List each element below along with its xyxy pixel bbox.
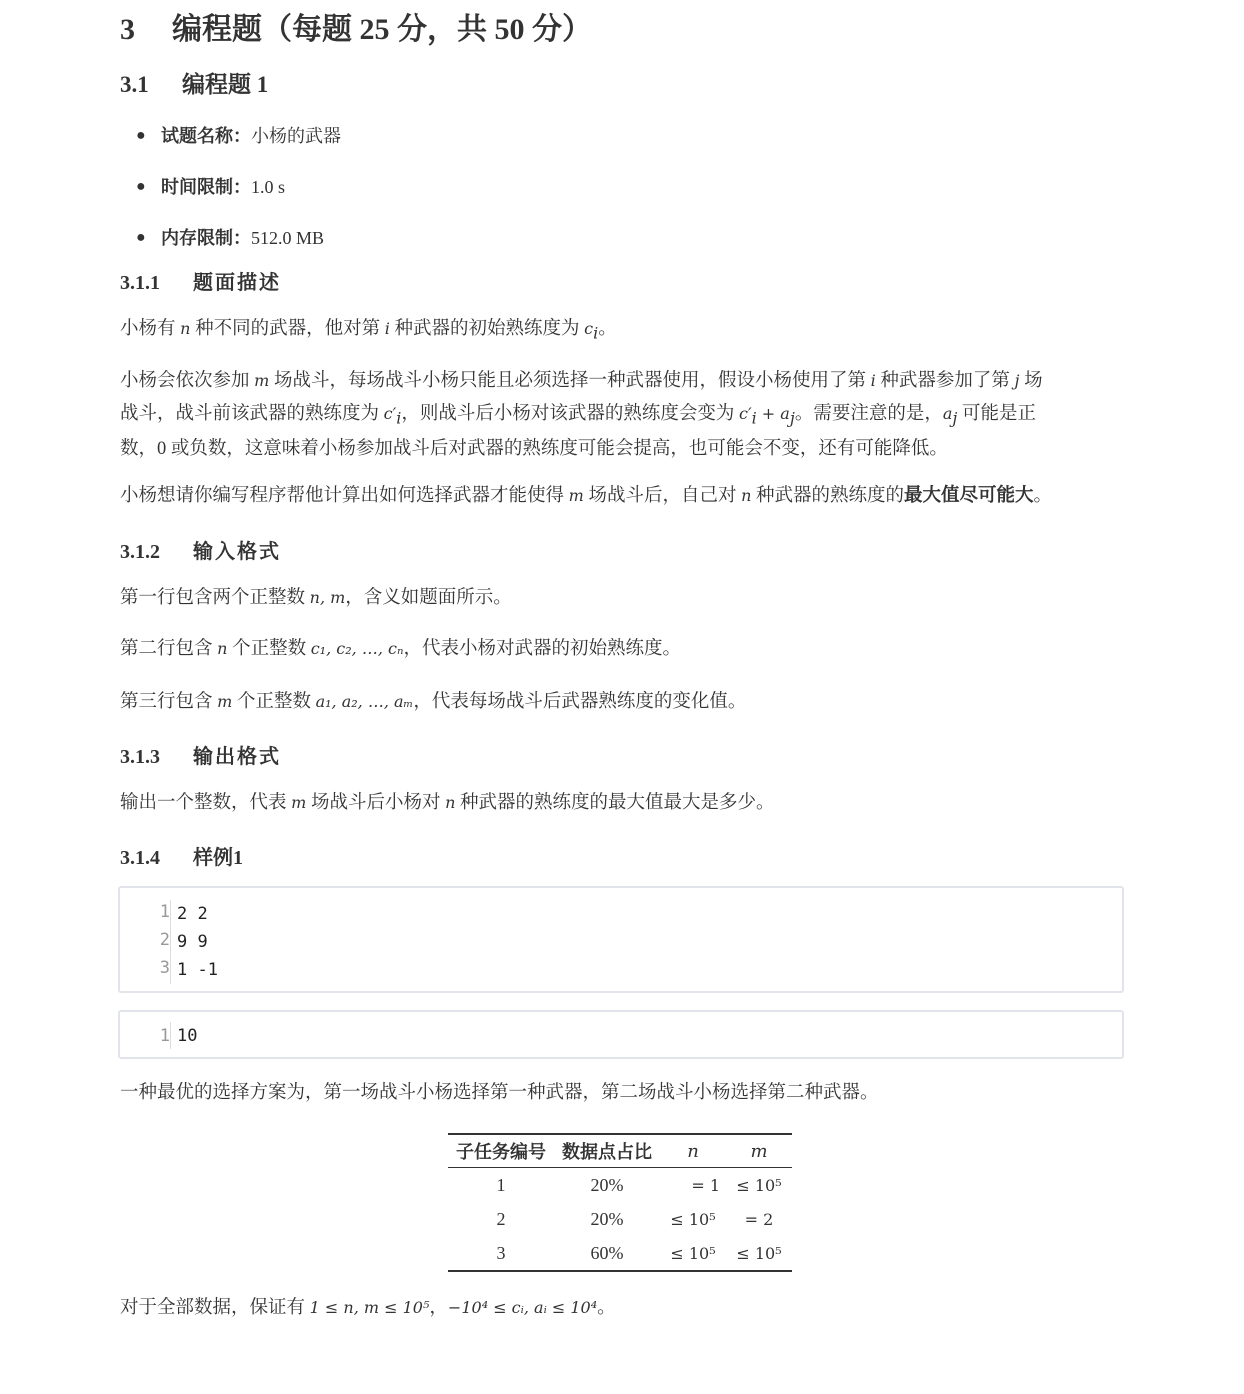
cell-id: 2 [496,1208,506,1229]
sample-output-code-block[interactable] [118,1010,1124,1059]
text-fragment [161,223,324,253]
text-fragment: 第一行包含两个正整数 [120,588,310,608]
text-fragment: c [584,319,594,338]
text-fragment: 种武器的熟练度的最大值最大是多少。 [455,793,775,813]
text-fragment: j [789,408,795,428]
text-fragment: m [217,692,233,711]
sample-heading [120,841,243,870]
cell-ratio: 20% [590,1174,624,1195]
meta-key: 内存限制 [161,228,233,248]
meta-key: 试题名称 [161,126,233,146]
cell-m: ≤ 10⁵ [736,1243,782,1263]
emphasis-text: 最大值尽可能大 [904,486,1034,506]
line-number: 1 [159,902,170,922]
output-format-heading [120,740,281,769]
line-number: 1 [159,1026,170,1046]
cell-n: ≤ 10⁵ [670,1243,716,1263]
header-m: m [726,1134,792,1168]
line-numbers [120,1022,170,1050]
text-fragment: m [254,371,270,390]
table-row [448,1168,792,1203]
sample-input-code-block[interactable] [118,886,1124,993]
cell-n: ≤ 10⁵ [670,1209,716,1229]
text-fragment: 种武器参加了第 [875,371,1015,391]
text-fragment: ， [429,1298,448,1318]
input-format-heading [120,535,281,564]
description-paragraph-3 [120,480,1120,513]
input-format-line-2 [120,633,1120,666]
input-format-line-3 [120,686,1120,719]
meta-sep: ： [233,177,251,197]
code-line: 9 9 [177,932,208,952]
cell-id: 3 [496,1242,506,1263]
text-fragment: n [180,319,191,338]
cell-m: ≤ 10⁵ [736,1175,782,1195]
header-subtask-id: 子任务编号 [448,1134,554,1168]
text-fragment: a [942,403,953,423]
line-number: 2 [159,930,170,950]
heading-number: 3.1.3 [120,746,160,768]
text-fragment: 场战斗后，自己对 [583,486,742,506]
text-fragment: c′ [383,403,397,423]
output-format-line [120,787,1120,820]
header-n: n [660,1134,726,1168]
text-fragment: 种不同的武器，他对第 [190,319,385,339]
text-fragment: a₁, a₂, …, aₘ [315,692,414,711]
text-fragment: 种武器的熟练度的 [751,486,905,506]
text-fragment: 。需要注意的是， [794,403,943,424]
problem-title: 编程题 1 [182,72,269,97]
input-format-line-1 [120,582,1120,615]
bullet-icon: ● [136,229,146,246]
description-paragraph-1 [120,313,1120,349]
meta-sep: ： [233,126,251,146]
table-header-row [448,1134,792,1168]
text-fragment: n, m [309,588,346,607]
heading-number: 3.1.1 [120,272,160,294]
text-fragment: i [870,371,876,390]
code-line: 10 [177,1026,198,1046]
bullet-icon: ● [136,127,146,144]
subtask-table [448,1133,792,1272]
text-fragment: 战斗，战斗前该武器的熟练度为 [120,403,384,424]
meta-value: 1.0 s [251,177,286,197]
description-paragraph-2 [120,365,1120,465]
code-lines [177,900,218,984]
text-fragment: j [1014,371,1020,390]
heading-title: 题面描述 [193,272,281,294]
header-ratio: 数据点占比 [554,1134,660,1168]
text-fragment: 。 [597,1298,616,1318]
text-fragment: n [741,486,752,505]
heading-title: 输出格式 [193,746,281,768]
cell-n: = 1 [691,1175,720,1195]
text-fragment: 。 [598,319,617,339]
table-row [448,1236,792,1271]
text-fragment: a [780,403,790,423]
cell-m: = 2 [744,1209,774,1229]
text-fragment: + [756,403,781,423]
table-row [448,1202,792,1236]
text-fragment: 小杨想请你编写程序帮他计算出如何选择武器才能使得 [120,486,569,506]
text-fragment [161,121,341,151]
meta-sep: ： [233,228,251,248]
text-fragment: 第三行包含 [120,692,218,712]
text-fragment [161,172,285,202]
text-fragment: 输出一个整数，代表 [120,793,292,813]
heading-number: 3.1.2 [120,541,160,563]
text-fragment: i [751,408,757,428]
text-fragment: 种武器的初始熟练度为 [389,319,585,339]
text-fragment: 第二行包含 [120,639,218,659]
text-fragment: j [952,408,958,428]
section-title: 编程题（每题 25 分，共 50 分） [172,13,592,46]
cell-id: 1 [496,1174,506,1195]
section-number: 3 [120,13,135,46]
text-fragment: 。 [1033,486,1053,506]
text-fragment: n [445,793,456,812]
text-fragment: 个正整数 [227,639,311,659]
text-fragment: 个正整数 [232,692,316,712]
text-fragment: ，则战斗后小杨对该武器的熟练度会变为 [401,403,739,424]
meta-value: 小杨的武器 [251,126,341,146]
sample-explanation: 一种最优的选择方案为，第一场战斗小杨选择第一种武器，第二场战斗小杨选择第二种武器。 [120,1083,879,1103]
text-fragment: i [396,408,402,428]
text-fragment: i [593,323,599,343]
text-fragment: m [568,486,584,505]
description-heading [120,266,281,295]
text-fragment: 小杨会依次参加 [120,371,255,391]
text-fragment: 对于全部数据，保证有 [120,1298,310,1318]
constraint-formula-1: 1 ≤ n, m ≤ 10⁵ [309,1298,430,1317]
problem-number: 3.1 [120,72,149,97]
meta-key: 时间限制 [161,177,233,197]
text-fragment: m [291,793,307,812]
heading-title: 输入格式 [193,541,281,563]
code-line: 2 2 [177,904,208,924]
constraint-formula-2: −10⁴ ≤ cᵢ, aᵢ ≤ 10⁴ [447,1298,598,1317]
line-numbers [120,898,170,982]
text-fragment: 数，0 或负数，这意味着小杨参加战斗后对武器的熟练度可能会提高，也可能会不变，还有可能降低。 [120,438,948,459]
meta-value: 512.0 MB [251,228,325,248]
text-fragment: i [384,319,390,338]
code-lines [177,1022,197,1050]
text-fragment: 场 [1019,371,1043,391]
section-heading [120,4,592,48]
text-fragment: 小杨有 [120,319,181,339]
gutter-divider [170,1022,171,1049]
code-line: 1 -1 [177,960,218,980]
text-fragment: c₁, c₂, …, cₙ [310,639,404,658]
text-fragment: 场战斗后小杨对 [306,793,446,813]
text-fragment: n [217,639,228,658]
text-fragment: 场战斗，每场战斗小杨只能且必须选择一种武器使用，假设小杨使用了第 [269,371,871,391]
heading-title: 样例1 [193,847,243,869]
cell-ratio: 60% [590,1242,624,1263]
text-fragment: c′ [739,403,752,423]
constraints-paragraph [120,1292,1120,1325]
bullet-icon: ● [136,178,146,195]
heading-number: 3.1.4 [120,847,160,869]
problem-heading [120,66,268,99]
cell-ratio: 20% [590,1208,624,1229]
text-fragment: 可能是正 [957,403,1036,424]
line-number: 3 [159,958,170,978]
gutter-divider [170,900,171,984]
text-fragment: ，含义如题面所示。 [345,588,512,608]
text-fragment: ，代表小杨对武器的初始熟练度。 [403,639,681,659]
text-fragment: ，代表每场战斗后武器熟练度的变化值。 [413,692,747,712]
